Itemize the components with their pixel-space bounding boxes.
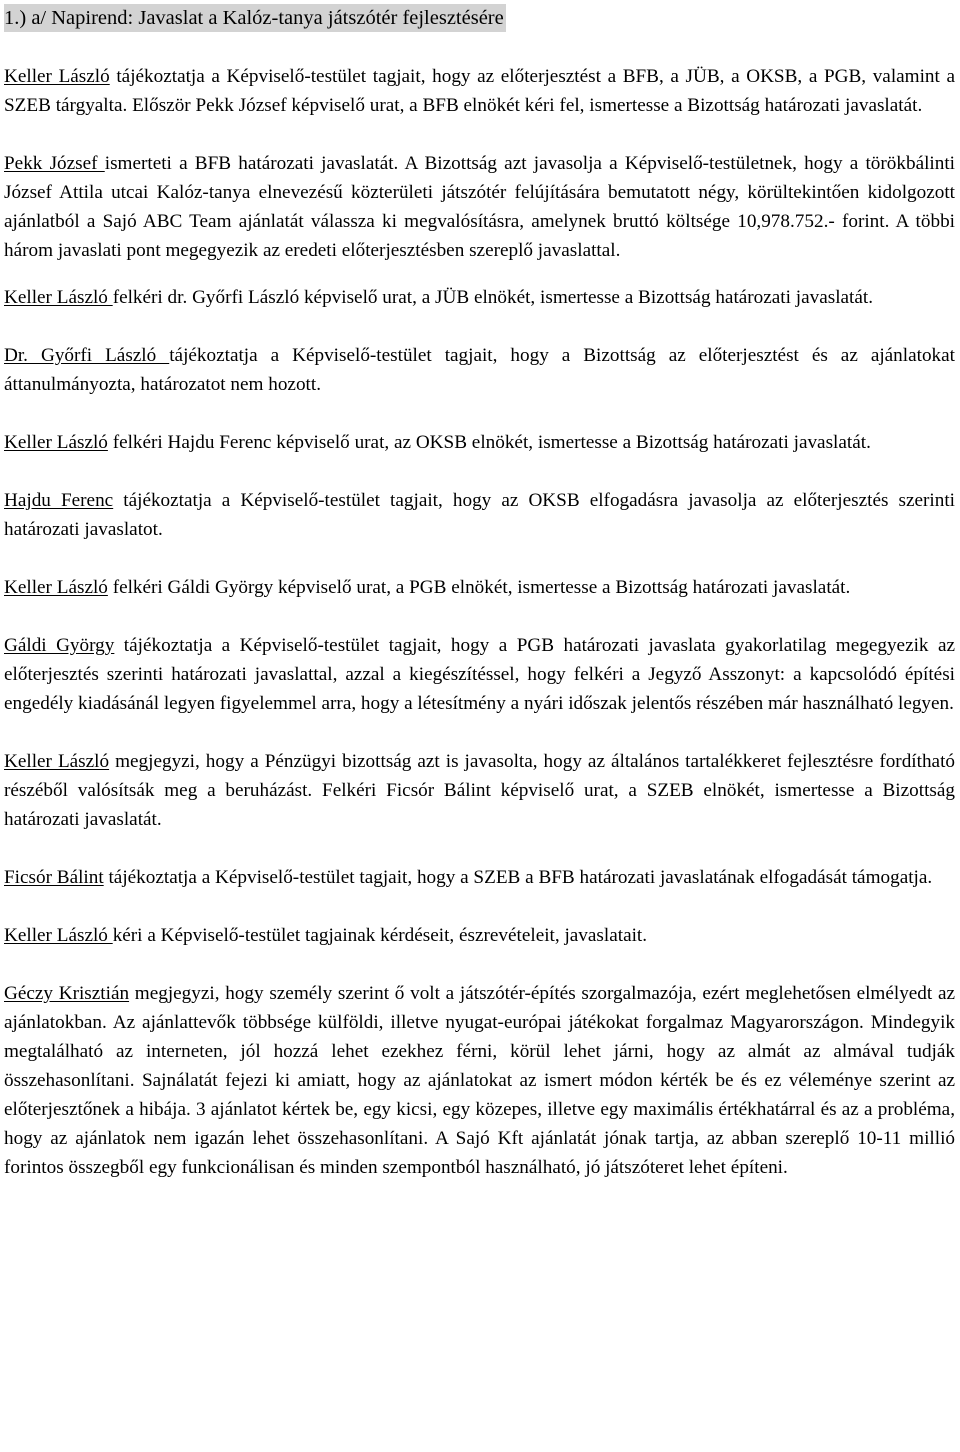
paragraph [4, 921, 955, 950]
agenda-heading: 1.) a/ Napirend: Javaslat a Kalóz-tanya játszótér fejlesztésére [4, 4, 506, 32]
speaker-name: Keller László [4, 577, 108, 598]
paragraph [4, 149, 955, 265]
paragraph-text: kéri a Képviselő-testület tagjainak kérdéseit, észrevételeit, javaslatait. [112, 925, 648, 946]
paragraph [4, 863, 955, 892]
paragraph [4, 428, 955, 457]
paragraph-text: felkéri Gáldi György képviselő urat, a PGB elnökét, ismertesse a Bizottság határozati javaslatát. [107, 577, 851, 598]
paragraph [4, 631, 955, 718]
paragraph-text: tájékoztatja a Képviselő-testület tagjait, hogy a PGB határozati javaslata gyakorlatilag megegyezik az előterjesztés szerinti határozati javaslattal, azzal a kiegészítéssel, hogy felkéri a Jegyző Asszonyt: a kapcsolódó építési engedély kiadásánál legyen figyelemmel arra, hogy a létesítmény a nyári időszak jelentős részében már használható legyen. [4, 635, 955, 714]
speaker-name: Keller László [4, 432, 108, 453]
paragraph-text: ismerteti a BFB határozati javaslatát. A Bizottság azt javasolja a Képviselő-testületnek, hogy a törökbálinti József Attila utcai Kalóz-tanya elnevezésű közterületi játszótér felújítására bemutatott négy, körültekintően kidolgozott ajánlatból a Sajó ABC Team ajánlatát válassza ki megvalósításra, amelynek bruttó költsége 10,978.752.- forint. A többi három javaslati pont megegyezik az eredeti előterjesztésben szereplő javaslattal. [4, 153, 955, 261]
paragraph-text: megjegyzi, hogy a Pénzügyi bizottság azt is javasolta, hogy az általános tartalékkeret fejlesztésre fordítható részéből valósítsák meg a beruházást. Felkéri Ficsór Bálint képviselő urat, a SZEB elnökét, ismertesse a Bizottság határozati javaslatát. [4, 751, 955, 830]
paragraph [4, 341, 955, 399]
speaker-name: Ficsór Bálint [4, 867, 104, 888]
paragraph [4, 62, 955, 120]
paragraph-text: megjegyzi, hogy személy szerint ő volt a játszótér-építés szorgalmazója, ezért meglehetősen elmélyedt az ajánlatokban. Az ajánlattevők többsége külföldi, illetve nyugat-európai játékokat forgalmaz Magyarországon. Mindegyik megtalálható az interneten, jól hozzá lehet ezekhez férni, körül lehet járni, hogy az almát az almával tudják összehasonlítani. Sajnálatát fejezi ki amiatt, hogy az ajánlatokat az ismert módon kérték be és ez véleménye szerint az előterjesztőnek a hibája. 3 ajánlatot kértek be, egy kicsi, egy közepes, illetve egy maximális értékhatárral és az a probléma, hogy az ajánlatok nem igazán lehet összehasonlítani. A Sajó Kft ajánlatát jónak tartja, az abban szereplő 10-11 millió forintos összegből egy funkcionálisan és minden szempontból használható, jó játszóteret lehet építeni. [4, 983, 955, 1178]
speaker-name: Keller László [4, 925, 113, 946]
paragraph-text: tájékoztatja a Képviselő-testület tagjait, hogy az OKSB elfogadásra javasolja az előterjesztés szerinti határozati javaslatot. [4, 490, 955, 540]
speaker-name: Keller László [4, 287, 113, 308]
paragraph [4, 747, 955, 834]
paragraph [4, 979, 955, 1182]
paragraph-text: tájékoztatja a Képviselő-testület tagjait, hogy a Bizottság az előterjesztést és az ajánlatokat áttanulmányozta, határozatot nem hozott. [4, 345, 955, 395]
paragraph-text: tájékoztatja a Képviselő-testület tagjait, hogy az előterjesztést a BFB, a JÜB, a OKSB, a PGB, valamint a SZEB tárgyalta. Először Pekk József képviselő urat, a BFB elnökét kéri fel, ismertesse a Bizottság határozati javaslatát. [4, 66, 955, 116]
speaker-name: Keller László [4, 66, 110, 87]
speaker-name: Keller László [4, 751, 110, 772]
speaker-name: Hajdu Ferenc [4, 490, 114, 511]
paragraph-text: felkéri dr. Győrfi László képviselő urat, a JÜB elnökét, ismertesse a Bizottság határozati javaslatát. [112, 287, 874, 308]
speaker-name: Gáldi György [4, 635, 115, 656]
speaker-name: Pekk József [4, 153, 105, 174]
paragraph [4, 283, 955, 312]
speaker-name: Géczy Krisztián [4, 983, 130, 1004]
paragraph-text: felkéri Hajdu Ferenc képviselő urat, az OKSB elnökét, ismertesse a Bizottság határozati javaslatát. [107, 432, 871, 453]
paragraph [4, 573, 955, 602]
paragraph [4, 486, 955, 544]
speaker-name: Dr. Győrfi László [4, 345, 170, 366]
paragraph-text: tájékoztatja a Képviselő-testület tagjait, hogy a SZEB a BFB határozati javaslatának elfogadását támogatja. [103, 867, 933, 888]
